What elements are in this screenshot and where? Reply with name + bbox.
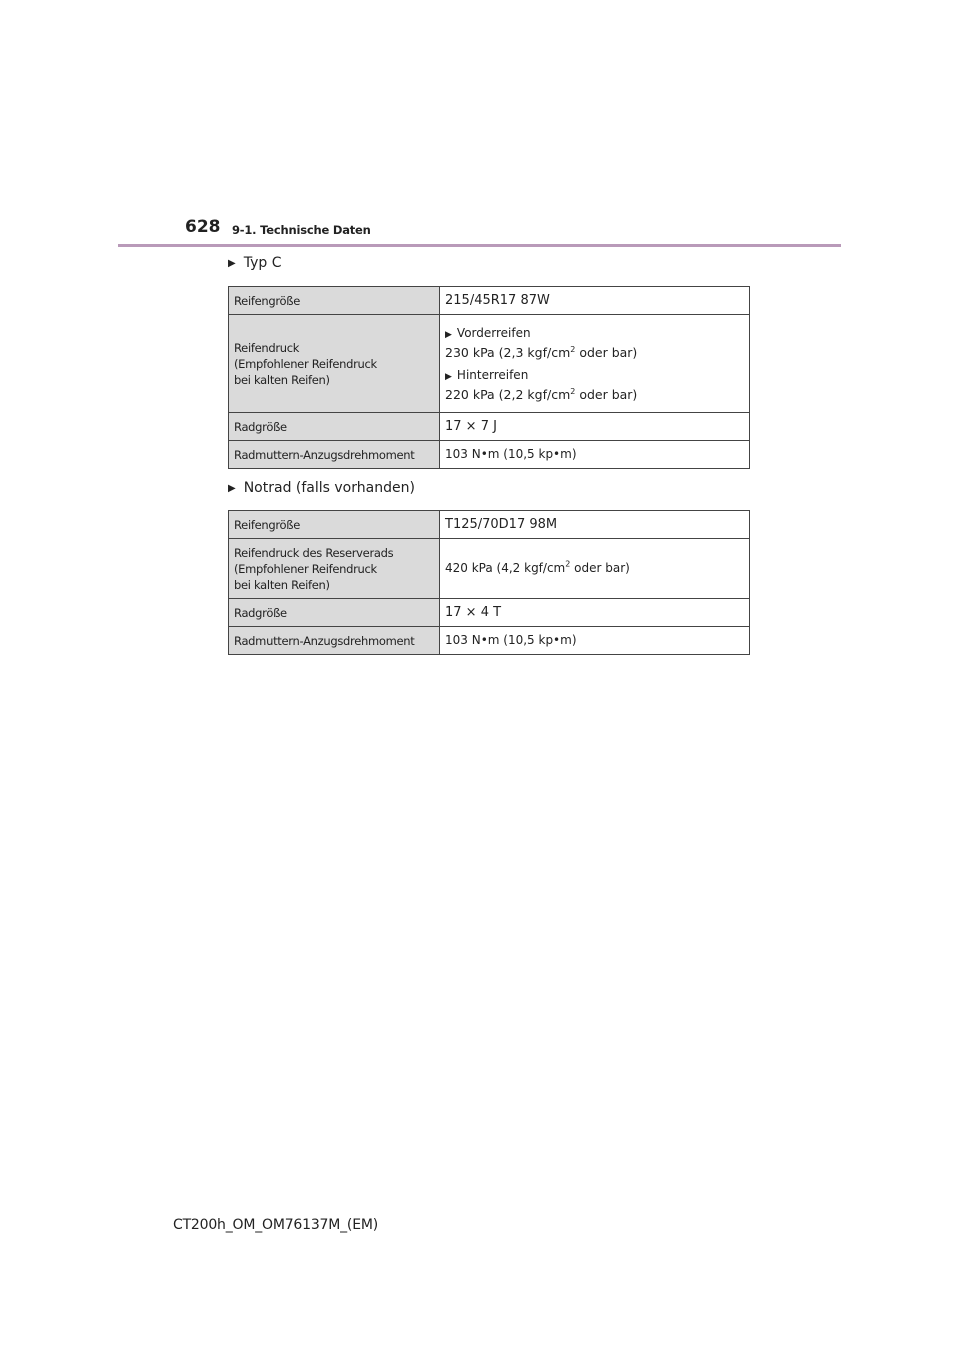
footer-doc-code: CT200h_OM_OM76137M_(EM)	[173, 1217, 378, 1233]
section-heading-typ-c	[228, 255, 281, 271]
row-label: Reifengröße	[229, 287, 440, 315]
table-row	[229, 287, 750, 315]
triangle-bullet-icon: ▶	[445, 330, 452, 340]
spec-table-notrad	[228, 510, 750, 655]
rear-pressure-suffix: oder bar)	[575, 387, 638, 402]
table-row	[229, 315, 750, 413]
spec-table-typ-c	[228, 286, 750, 469]
front-tire-heading-label: Vorderreifen	[456, 326, 531, 340]
table-row	[229, 511, 750, 539]
spare-pressure-suffix: oder bar)	[570, 561, 630, 575]
front-pressure-text: 230 kPa (2,3 kgf/cm	[445, 345, 571, 360]
front-pressure-suffix: oder bar)	[575, 345, 638, 360]
triangle-bullet-icon: ▶	[228, 483, 236, 494]
row-label: Radgröße	[229, 599, 440, 627]
front-pressure-superscript: 2	[570, 344, 576, 354]
section-heading-notrad	[228, 480, 415, 496]
page-number: 628	[185, 217, 221, 237]
row-label: Radmuttern-Anzugsdrehmoment	[229, 441, 440, 469]
header-rule	[118, 244, 841, 247]
torque-value: 103 N•m (10,5 kp•m)	[445, 447, 577, 461]
triangle-bullet-icon: ▶	[228, 258, 236, 269]
row-value: 215/45R17 87W	[440, 287, 750, 315]
table-row	[229, 627, 750, 655]
rear-tire-heading	[445, 367, 744, 386]
table-row	[229, 599, 750, 627]
spare-pressure-superscript: 2	[565, 559, 571, 569]
front-tire-heading	[445, 325, 744, 344]
row-value: T125/70D17 98M	[440, 511, 750, 539]
table-row	[229, 441, 750, 469]
row-label: Radmuttern-Anzugsdrehmoment	[229, 627, 440, 655]
row-label: Reifengröße	[229, 511, 440, 539]
rear-tire-pressure	[445, 386, 744, 403]
rear-pressure-superscript: 2	[570, 386, 576, 396]
row-value: 17 × 7 J	[440, 413, 750, 441]
rear-pressure-text: 220 kPa (2,2 kgf/cm	[445, 387, 571, 402]
section-heading-label: Notrad (falls vorhanden)	[243, 480, 415, 496]
row-value	[440, 627, 750, 655]
row-value	[440, 539, 750, 599]
rear-tire-heading-label: Hinterreifen	[456, 368, 529, 382]
row-label: Reifendruck (Empfohlener Reifendruck bei kalten Reifen)	[229, 315, 440, 413]
triangle-bullet-icon: ▶	[445, 372, 452, 382]
row-value	[440, 441, 750, 469]
row-label: Reifendruck des Reserverads (Empfohlener Reifendruck bei kalten Reifen)	[229, 539, 440, 599]
section-heading-label: Typ C	[243, 255, 282, 271]
front-tire-pressure	[445, 344, 744, 361]
spare-pressure-text: 420 kPa (4,2 kgf/cm	[445, 561, 566, 575]
row-value	[440, 315, 750, 413]
torque-value: 103 N•m (10,5 kp•m)	[445, 633, 577, 647]
table-row	[229, 413, 750, 441]
row-label: Radgröße	[229, 413, 440, 441]
table-row	[229, 539, 750, 599]
row-value: 17 × 4 T	[440, 599, 750, 627]
section-title: 9-1. Technische Daten	[232, 223, 371, 237]
